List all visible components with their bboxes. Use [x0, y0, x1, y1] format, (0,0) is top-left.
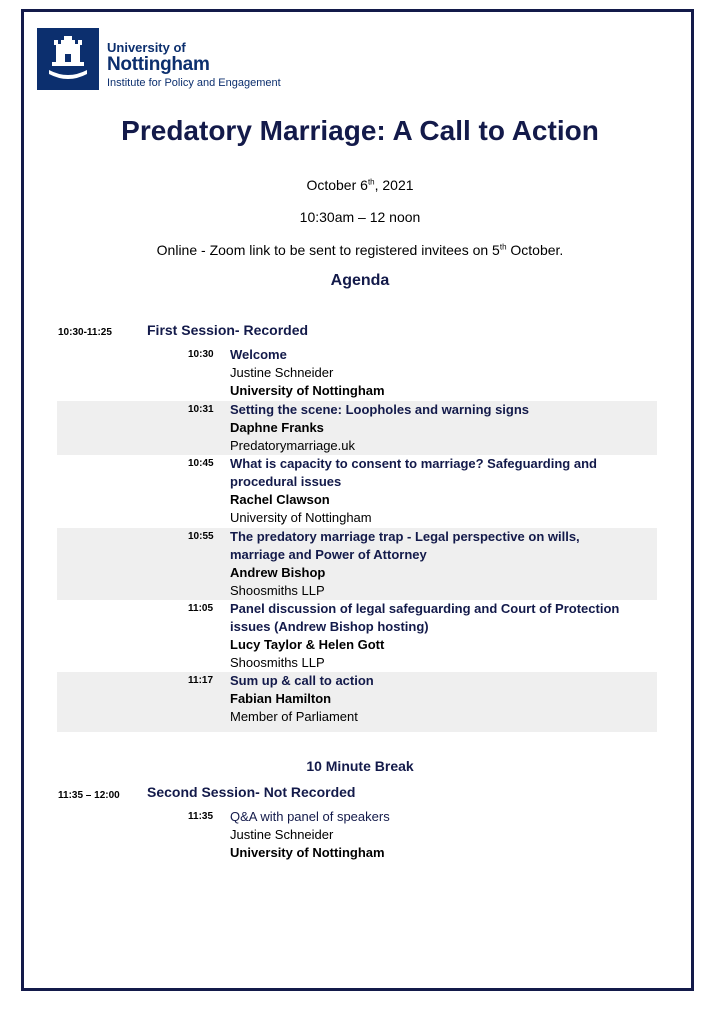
event-time: 10:30am – 12 noon	[299, 209, 421, 225]
event-location-main: Online - Zoom link to be sent to registered invitees on 5	[156, 242, 500, 258]
logo-wordmark	[107, 41, 281, 89]
agenda-item-qa	[57, 808, 657, 864]
agenda-item-predatory-marriage-trap	[57, 528, 657, 600]
logo-line-institute: Institute for Policy and Engagement	[107, 76, 281, 89]
speaker-organisation: University of Nottingham	[230, 383, 385, 398]
event-location	[0, 242, 720, 258]
agenda-item-time: 11:35	[188, 811, 214, 822]
event-location-suffix: th	[499, 242, 507, 252]
event-date-main: October 6	[306, 177, 368, 193]
agenda-item-title: Q&A with panel of speakers	[230, 809, 390, 824]
event-date	[0, 177, 720, 193]
agenda-item-title-line2: marriage and Power of Attorney	[230, 547, 427, 562]
logo-line-university-of: University of	[107, 40, 186, 55]
university-logo	[37, 28, 281, 90]
agenda-item-title: Setting the scene: Loopholes and warning signs	[230, 402, 530, 417]
speaker-name: Fabian Hamilton	[230, 691, 332, 706]
agenda-item-title-line2: procedural issues	[230, 474, 342, 489]
agenda-item-welcome	[57, 346, 657, 401]
speaker-organisation: University of Nottingham	[230, 510, 372, 525]
speaker-name: Lucy Taylor & Helen Gott	[230, 637, 385, 652]
agenda-item-time: 11:05	[188, 603, 214, 614]
agenda-item-sum-up	[57, 672, 657, 732]
session1-title: First Session- Recorded	[147, 322, 309, 338]
page-title: Predatory Marriage: A Call to Action	[121, 115, 599, 146]
agenda-item-title-line1: What is capacity to consent to marriage? Safeguarding and	[230, 456, 597, 471]
agenda-item-title: Sum up & call to action	[230, 673, 374, 688]
speaker-name: Justine Schneider	[230, 827, 334, 842]
agenda-item-title-line1: Panel discussion of legal safeguarding and Court of Protection	[230, 601, 620, 616]
event-date-year: , 2021	[374, 177, 414, 193]
agenda-item-capacity-to-consent	[57, 455, 657, 528]
speaker-organisation: Shoosmiths LLP	[230, 655, 325, 670]
agenda-item-setting-the-scene	[57, 401, 657, 455]
break-heading: 10 Minute Break	[306, 758, 414, 774]
logo-line-nottingham: Nottingham	[107, 53, 210, 75]
agenda-item-time: 10:45	[188, 458, 214, 469]
speaker-name: Rachel Clawson	[230, 492, 330, 507]
speaker-name: Daphne Franks	[230, 420, 324, 435]
agenda-item-title-line1: The predatory marriage trap - Legal perspective on wills,	[230, 529, 580, 544]
event-location-end: October.	[506, 242, 564, 258]
agenda-item-time: 10:55	[188, 531, 214, 542]
agenda-item-time: 10:30	[188, 349, 214, 360]
speaker-name: Justine Schneider	[230, 365, 334, 380]
agenda-item-time: 11:17	[188, 675, 214, 686]
agenda-heading: Agenda	[330, 272, 390, 289]
agenda-item-panel-discussion	[57, 600, 657, 672]
speaker-organisation: Shoosmiths LLP	[230, 583, 325, 598]
speaker-name: Andrew Bishop	[230, 565, 326, 580]
speaker-organisation: Predatorymarriage.uk	[230, 438, 355, 453]
event-date-suffix: th	[367, 177, 375, 187]
speaker-organisation: University of Nottingham	[230, 845, 385, 860]
castle-crest-icon	[37, 28, 99, 90]
agenda-item-title: Welcome	[230, 347, 287, 362]
agenda-item-time: 10:31	[188, 404, 214, 415]
session2-title: Second Session- Not Recorded	[147, 784, 356, 800]
session1-time: 10:30-11:25	[58, 327, 112, 338]
agenda-item-title-line2: issues (Andrew Bishop hosting)	[230, 619, 429, 634]
speaker-organisation: Member of Parliament	[230, 709, 358, 724]
session2-time: 11:35 – 12:00	[58, 790, 120, 801]
